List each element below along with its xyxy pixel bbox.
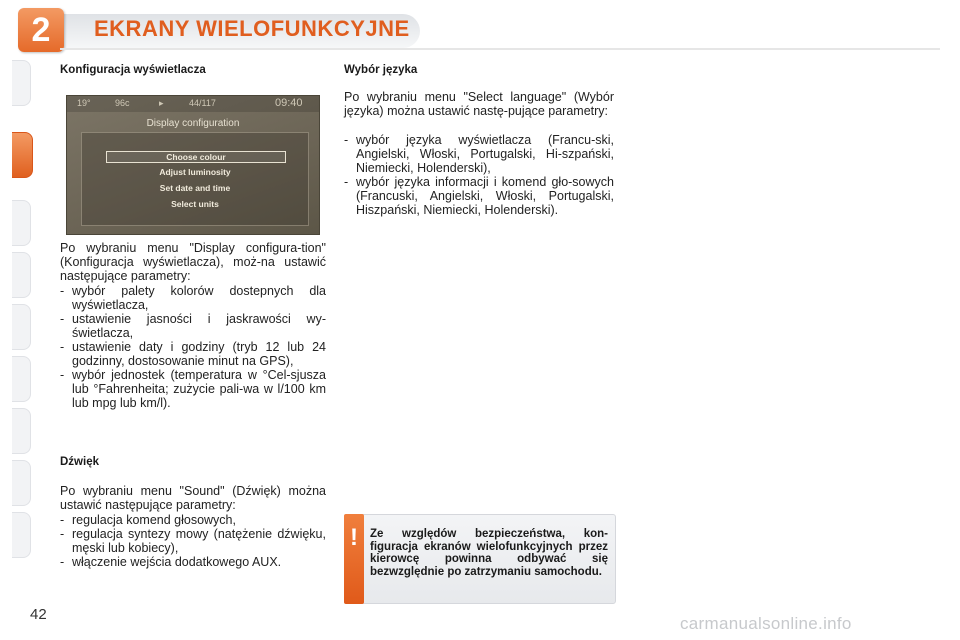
list-item: - ustawienie daty i godziny (tryb 12 lub 24 godzinny, dostosowanie minut na GPS),: [60, 340, 326, 368]
warning-text: Ze względów bezpieczeństwa, kon-figuracja ekranów wielofunkcyjnych przez kierowcę powinna odbywać się bezwzględnie po zatrzymaniu samochodu.: [370, 528, 608, 578]
language-intro: Po wybraniu menu "Select language" (Wybór języka) można ustawić nastę-pujące parametry:: [344, 90, 614, 118]
page-title: EKRANY WIELOFUNKCYJNE: [94, 16, 410, 41]
sound-intro: Po wybraniu menu "Sound" (Dźwięk) można ustawić następujące parametry:: [60, 484, 326, 512]
list-item: - wybór języka wyświetlacza (Francu-ski, Angielski, Włoski, Portugalski, Hi-szpański, Niemiecki, Holenderski),: [344, 133, 614, 175]
screen-status-b: ▸: [159, 98, 164, 108]
chapter-tabs: [0, 60, 34, 580]
header-divider: [60, 48, 940, 50]
exclamation-icon: !: [350, 524, 358, 551]
chapter-tab[interactable]: [12, 512, 31, 558]
section-heading-language: Wybór języka: [344, 64, 418, 76]
screen-menu-item-adjust-luminosity: Adjust luminosity: [159, 167, 231, 177]
chapter-tab-active[interactable]: [12, 132, 33, 178]
screen-temperature: 19°: [77, 98, 91, 108]
display-config-list: [60, 284, 326, 410]
chapter-tab[interactable]: [12, 252, 31, 298]
list-item: - regulacja komend głosowych,: [60, 513, 326, 527]
screen-menu-item-choose-colour: Choose colour: [106, 151, 286, 163]
page-number: 42: [30, 606, 47, 623]
list-item: - wybór języka informacji i komend gło-sowych (Francuski, Angielski, Włoski, Portugalski, Hiszpański, Niemiecki, Holenderski).: [344, 175, 614, 217]
list-item: - regulacja syntezy mowy (natężenie dźwięku, męski lub kobiecy),: [60, 527, 326, 555]
screen-status-a: 96c: [115, 98, 130, 108]
chapter-tab[interactable]: [12, 408, 31, 454]
chapter-badge: 2: [18, 8, 64, 52]
footer-watermark: carmanualsonline.info: [680, 614, 852, 633]
list-item: - wybór jednostek (temperatura w °Cel-sjusza lub °Fahrenheita; zużycie pali-wa w l/100 km lub mpg lub km/l).: [60, 368, 326, 410]
chapter-tab[interactable]: [12, 460, 31, 506]
list-item: - wybór palety kolorów dostepnych dla wyświetlacza,: [60, 284, 326, 312]
screen-menu-panel: [81, 132, 309, 226]
language-list: [344, 133, 614, 217]
list-item: - włączenie wejścia dodatkowego AUX.: [60, 555, 326, 569]
screen-menu-item-set-date-time: Set date and time: [159, 183, 231, 193]
list-item: - ustawienie jasności i jaskrawości wy-świetlacza,: [60, 312, 326, 340]
display-screen-image: [66, 95, 320, 235]
sound-list: [60, 513, 326, 569]
chapter-tab[interactable]: [12, 60, 31, 106]
chapter-tab[interactable]: [12, 304, 31, 350]
section-heading-sound: Dźwięk: [60, 456, 99, 468]
chapter-tab[interactable]: [12, 356, 31, 402]
screen-menu-item-select-units: Select units: [171, 199, 219, 209]
display-config-intro: Po wybraniu menu "Display configura-tion" (Konfiguracja wyświetlacza), moż-na ustawić następujące parametry:: [60, 241, 326, 283]
screen-status-c: 44/117: [189, 98, 216, 108]
chapter-tab[interactable]: [12, 200, 31, 246]
screen-status-bar: [67, 96, 319, 112]
screen-clock: 09:40: [275, 97, 303, 109]
section-heading-display-config: Konfiguracja wyświetlacza: [60, 64, 206, 76]
screen-menu-title: Display configuration: [146, 118, 240, 129]
